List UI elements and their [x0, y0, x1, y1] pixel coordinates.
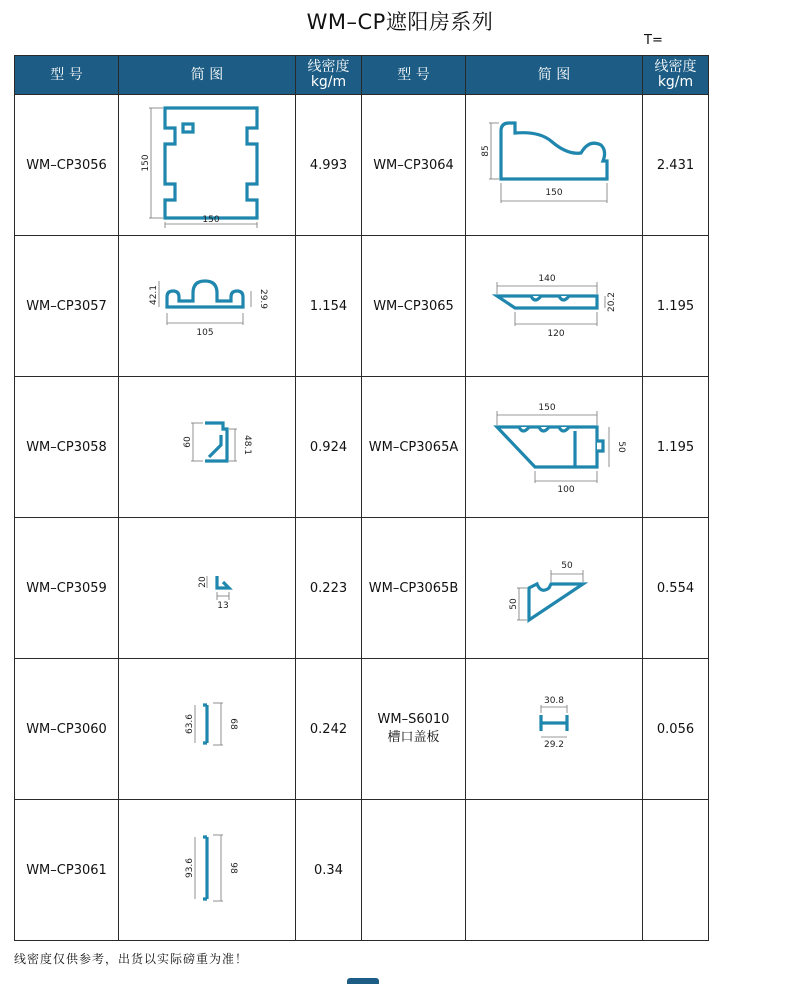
dim-height: 68: [228, 718, 238, 730]
header-density: [296, 56, 362, 95]
dim-top-width: 140: [538, 274, 556, 284]
table-row: [15, 518, 709, 659]
model-description: 槽口盖板: [387, 730, 440, 745]
dim-height: 60: [183, 436, 193, 448]
drawing-cell: [466, 659, 643, 800]
profile-table: [14, 55, 709, 941]
drawing-cell: [466, 95, 643, 236]
density-cell: 0.242: [296, 659, 362, 800]
header-drawing: 简 图: [119, 56, 296, 95]
density-cell: 0.223: [296, 518, 362, 659]
density-cell: 1.154: [296, 236, 362, 377]
model-cell: WM–CP3056: [15, 95, 119, 236]
dim-top-width: 30.8: [543, 696, 565, 706]
dim-inner-height: 63.6: [185, 713, 195, 735]
header-density-l2: kg/m: [310, 74, 347, 90]
drawing-cell: [466, 377, 643, 518]
model-cell: WM–CP3057: [15, 236, 119, 377]
header-row: [15, 56, 709, 95]
density-cell: 0.924: [296, 377, 362, 518]
model-cell: [362, 659, 466, 800]
profile-drawing-cp3064: [479, 113, 629, 213]
density-cell: 0.34: [296, 800, 362, 941]
density-cell: 0.554: [643, 518, 709, 659]
dim-height: 20: [198, 576, 208, 588]
profile-drawing-cp3059: [137, 556, 277, 616]
model-cell: WM–CP3058: [15, 377, 119, 518]
dim-height: 98: [228, 862, 238, 874]
dim-bottom-width: 29.2: [543, 740, 565, 750]
dim-bottom-width: 100: [557, 485, 575, 495]
profile-drawing-cp3065b: [479, 536, 629, 636]
model-cell: WM–CP3060: [15, 659, 119, 800]
dim-width: 105: [196, 328, 214, 338]
table-row: [15, 236, 709, 377]
model-cell: WM–CP3065B: [362, 518, 466, 659]
page-title: WM–CP遮阳房系列: [306, 10, 494, 34]
drawing-cell: [119, 659, 296, 800]
profile-drawing-cp3056: [137, 96, 277, 230]
table-row: [15, 377, 709, 518]
drawing-cell: [466, 236, 643, 377]
table-row: [15, 659, 709, 800]
thickness-label: T=: [644, 33, 663, 48]
model-cell: WM–CP3065A: [362, 377, 466, 518]
drawing-cell: [119, 518, 296, 659]
dim-width: 13: [217, 601, 229, 611]
empty-cell: [643, 800, 709, 941]
header-model-2: 型 号: [362, 56, 466, 95]
header-density-l1: 线密度: [654, 59, 697, 75]
profile-drawing-cp3065a: [479, 395, 629, 495]
model-cell: WM–CP3065: [362, 236, 466, 377]
page-marker: [347, 978, 379, 984]
dim-width: 150: [202, 215, 220, 225]
dim-width: 50: [561, 561, 573, 571]
model-cell: WM–CP3061: [15, 800, 119, 941]
drawing-cell: [119, 236, 296, 377]
model-cell: WM–CP3059: [15, 518, 119, 659]
density-cell: 2.431: [643, 95, 709, 236]
density-cell: 1.195: [643, 236, 709, 377]
dim-height: 150: [141, 154, 151, 172]
table-row: [15, 800, 709, 941]
dim-left-height: 42.1: [149, 284, 159, 306]
header-model: 型 号: [15, 56, 119, 95]
drawing-cell: [119, 95, 296, 236]
dim-height: 50: [616, 441, 626, 453]
profile-drawing-s6010: [479, 687, 629, 767]
drawing-cell: [466, 518, 643, 659]
dim-right-height: 29.9: [258, 288, 268, 310]
density-cell: 4.993: [296, 95, 362, 236]
profile-drawing-cp3058: [137, 405, 277, 485]
table-row: [15, 95, 709, 236]
profile-drawing-cp3061: [137, 823, 277, 913]
dim-top-width: 150: [538, 403, 556, 413]
model-name: WM–S6010: [377, 712, 450, 727]
footnote: 线密度仅供参考，出货以实际磅重为准！: [14, 952, 249, 966]
empty-cell: [466, 800, 643, 941]
dim-inner-height: 48.1: [242, 434, 252, 456]
dim-height: 20.2: [607, 291, 617, 313]
dim-height: 85: [481, 145, 491, 157]
dim-height: 50: [509, 598, 519, 610]
header-density-2: [643, 56, 709, 95]
header-density-l2: kg/m: [657, 74, 694, 90]
profile-drawing-cp3065: [479, 264, 629, 344]
header-drawing-2: 简 图: [466, 56, 643, 95]
profile-drawing-cp3060: [137, 687, 277, 767]
empty-cell: [362, 800, 466, 941]
drawing-cell: [119, 800, 296, 941]
profile-drawing-cp3057: [137, 269, 277, 339]
dim-bottom-width: 120: [547, 329, 565, 339]
dim-inner-height: 93.6: [185, 857, 195, 879]
model-cell: WM–CP3064: [362, 95, 466, 236]
drawing-cell: [119, 377, 296, 518]
header-density-l1: 线密度: [307, 59, 350, 75]
density-cell: 0.056: [643, 659, 709, 800]
density-cell: 1.195: [643, 377, 709, 518]
dim-width: 150: [545, 188, 563, 198]
